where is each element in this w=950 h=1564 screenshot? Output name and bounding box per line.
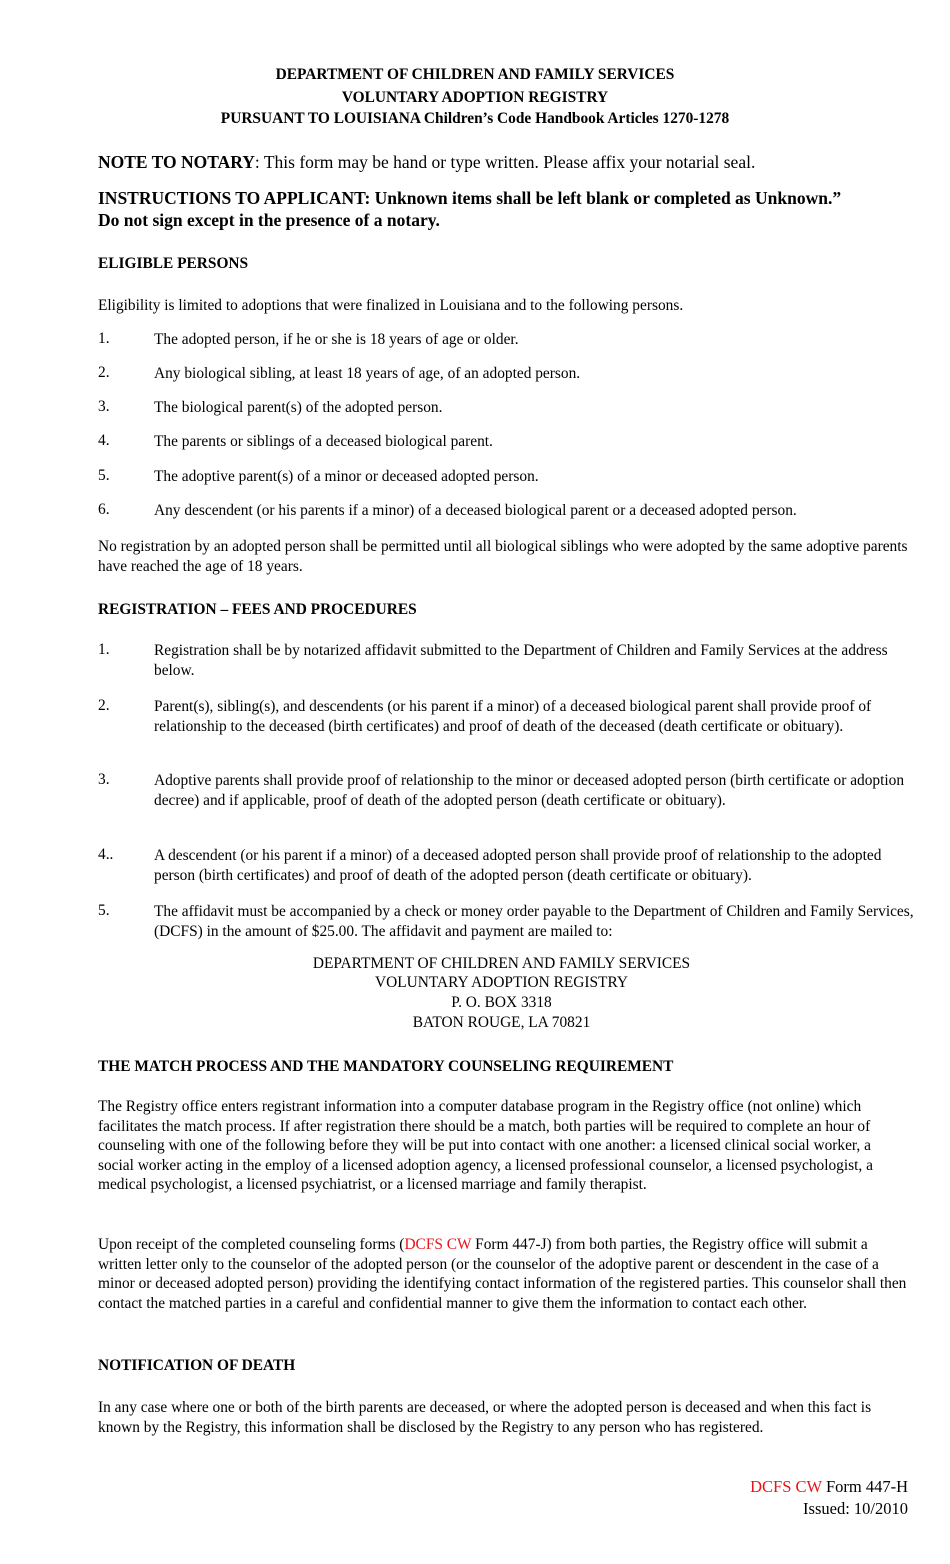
address-line-2: VOLUNTARY ADOPTION REGISTRY bbox=[374, 974, 628, 991]
eligible-item-text: The parents or siblings of a deceased biological parent. bbox=[154, 433, 493, 450]
registration-item-text: A descendent (or his parent if a minor) of a deceased adopted person shall provide proof of relationship to the adopted person (birth certificates) and proof of death of the adopted person (death certificate or obituary). bbox=[154, 847, 882, 884]
instructions-line-2: Do not sign except in the presence of a notary. bbox=[98, 210, 440, 230]
death-paragraph: In any case where one or both of the birth parents are deceased, or where the adopted person is deceased and when this fact is known by the Registry, this information shall be disclosed by the Registry to any person who has registered. bbox=[98, 1399, 872, 1436]
eligible-closing: No registration by an adopted person shall be permitted until all biological siblings who were adopted by the same adoptive parents have reached the age of 18 years. bbox=[98, 538, 908, 575]
registration-item-number: 4.. bbox=[98, 846, 114, 863]
address-line-3: P. O. BOX 3318 bbox=[451, 994, 552, 1011]
eligible-item-text: Any descendent (or his parents if a minor) of a deceased biological parent or a deceased adopted person. bbox=[154, 502, 797, 519]
section-heading-registration: REGISTRATION – FEES AND PROCEDURES bbox=[98, 601, 417, 618]
section-heading-match: THE MATCH PROCESS AND THE MANDATORY COUNSELING REQUIREMENT bbox=[98, 1058, 674, 1075]
form-number bbox=[750, 1477, 908, 1497]
eligible-item-number: 4. bbox=[98, 432, 110, 449]
match-paragraph-2-start: Upon receipt of the completed counseling forms ( bbox=[98, 1236, 405, 1253]
header-line-2: VOLUNTARY ADOPTION REGISTRY bbox=[341, 89, 609, 106]
registration-item-text: The affidavit must be accompanied by a check or money order payable to the Department of Children and Family Services, (DCFS) in the amount of $25.00. The affidavit and payment are mailed to: bbox=[154, 903, 914, 940]
address-line-1: DEPARTMENT OF CHILDREN AND FAMILY SERVICES bbox=[312, 955, 691, 972]
form-number-red: DCFS CW bbox=[750, 1477, 822, 1496]
note-to-notary bbox=[98, 151, 908, 173]
eligible-item-text: Any biological sibling, at least 18 years of age, of an adopted person. bbox=[154, 365, 581, 382]
eligible-item-number: 5. bbox=[98, 467, 110, 484]
eligible-item-number: 6. bbox=[98, 501, 110, 518]
eligible-item-number: 1. bbox=[98, 330, 110, 347]
eligible-item-text: The adoptive parent(s) of a minor or deceased adopted person. bbox=[154, 468, 539, 485]
form-code-red: DCFS CW bbox=[404, 1236, 472, 1253]
eligible-item-number: 2. bbox=[98, 364, 110, 381]
eligible-item-text: The adopted person, if he or she is 18 years of age or older. bbox=[154, 331, 519, 348]
instructions-line-1: INSTRUCTIONS TO APPLICANT: Unknown items shall be left blank or completed as Unknown.” bbox=[98, 188, 842, 208]
eligible-intro: Eligibility is limited to adoptions that were finalized in Louisiana and to the following persons. bbox=[98, 297, 684, 314]
match-paragraph-2 bbox=[98, 1235, 908, 1313]
issued-date: Issued: 10/2010 bbox=[803, 1499, 908, 1518]
header-line-3: PURSUANT TO LOUISIANA Children’s Code Handbook Articles 1270-1278 bbox=[220, 110, 730, 127]
match-paragraph-1: The Registry office enters registrant information into a computer database program in the Registry office (not online) which facilitates the match process. If after registration there should be a match, both parties will be required to complete an hour of counseling with one of the following before they will be put into contact with one another: a licensed clinical social worker, a social worker acting in the employ of a licensed adoption agency, a licensed professional counselor, a licensed psychologist, a medical psychologist, a licensed psychiatrist, or a licensed marriage and family therapist. bbox=[98, 1098, 873, 1194]
address-line-4: BATON ROUGE, LA 70821 bbox=[412, 1014, 591, 1031]
note-label: NOTE TO NOTARY bbox=[98, 152, 255, 172]
registration-item-number: 3. bbox=[98, 771, 110, 788]
form-number-rest: Form 447-H bbox=[821, 1477, 908, 1496]
note-text: : This form may be hand or type written. Please affix your notarial seal. bbox=[254, 152, 756, 172]
registration-item-text: Adoptive parents shall provide proof of relationship to the minor or deceased adopted person (birth certificate or adoption decree) and if applicable, proof of death of the adopted person (death certificate or obituary). bbox=[154, 772, 905, 809]
section-heading-eligible: ELIGIBLE PERSONS bbox=[98, 255, 249, 272]
registration-item-number: 1. bbox=[98, 641, 110, 658]
registration-item-number: 2. bbox=[98, 697, 110, 714]
eligible-item-number: 3. bbox=[98, 398, 110, 415]
registration-item-text: Registration shall be by notarized affidavit submitted to the Department of Children and Family Services at the address below. bbox=[154, 642, 888, 679]
registration-item-number: 5. bbox=[98, 902, 110, 919]
header-line-1: DEPARTMENT OF CHILDREN AND FAMILY SERVICES bbox=[275, 66, 675, 83]
registration-item-text: Parent(s), sibling(s), and descendents (or his parent if a minor) of a deceased biological parent shall provide proof of relationship to the deceased (birth certificates) and proof of death of the deceased (death certificate or obituary). bbox=[154, 698, 872, 735]
match-paragraph-2-rest: Form 447-J) from both parties, the Registry office will submit a written letter only to the counselor of the adopted person (or the counselor of the adoptive parent or descendent in the case of a minor or deceased adopted person) providing the identifying contact information of the registered parties. This counselor shall then contact the matched parties in a careful and confidential manner to give them the information to contact each other. bbox=[98, 1236, 907, 1312]
section-heading-death: NOTIFICATION OF DEATH bbox=[98, 1357, 296, 1374]
eligible-item-text: The biological parent(s) of the adopted person. bbox=[154, 399, 443, 416]
